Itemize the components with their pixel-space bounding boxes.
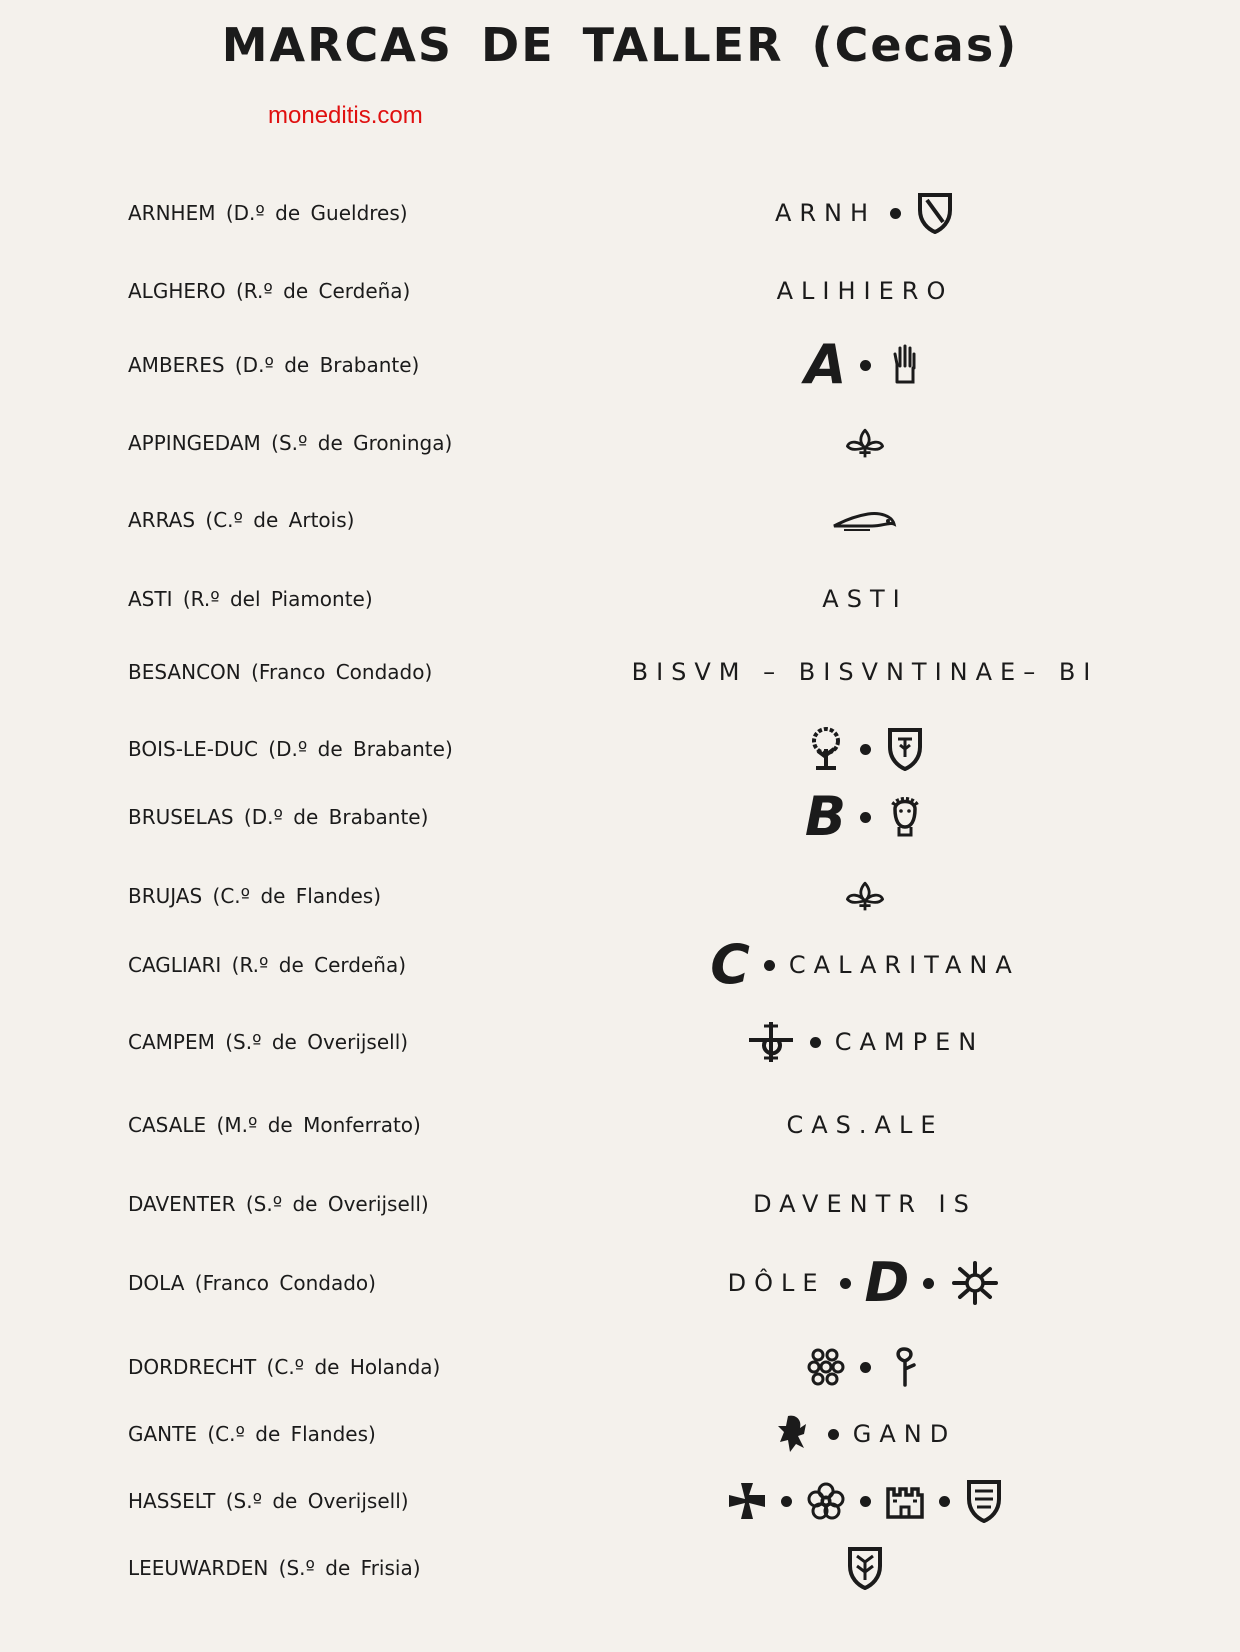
shield-icon	[964, 1479, 1004, 1523]
mint-row-brujas	[0, 866, 1240, 926]
mint-mark	[560, 1337, 1170, 1397]
mint-mark	[560, 335, 1170, 395]
mint-mark	[560, 1095, 1170, 1155]
mint-row-besancon	[0, 642, 1240, 702]
lion-icon	[774, 1412, 814, 1456]
mint-row-leeuwarden	[0, 1538, 1240, 1598]
mint-row-appingedam	[0, 413, 1240, 473]
mark-text: DÔLE	[727, 1269, 826, 1297]
mint-name: ARRAS (C.º de Artois)	[128, 508, 355, 532]
shield-icon	[915, 191, 955, 235]
mark-text: CAMPEN	[834, 1028, 985, 1056]
fleur-de-lis-icon	[845, 874, 885, 918]
dot-separator	[810, 1037, 821, 1048]
mint-row-hasselt	[0, 1471, 1240, 1531]
mint-mark	[560, 413, 1170, 473]
mark-text: CAS.ALE	[786, 1111, 944, 1139]
dot-separator	[828, 1429, 839, 1440]
mark-letter: A	[804, 333, 847, 396]
mint-mark	[560, 1012, 1170, 1072]
mint-row-bruselas	[0, 787, 1240, 847]
mint-mark	[560, 261, 1170, 321]
mark-text: BISVM – BISVNTINAE– BI	[631, 658, 1099, 686]
mark-text: GAND	[852, 1420, 957, 1448]
mint-name: DORDRECHT (C.º de Holanda)	[128, 1355, 441, 1379]
dot-separator	[923, 1278, 934, 1289]
dot-separator	[860, 744, 871, 755]
page-title: MARCAS DE TALLER (Cecas)	[221, 18, 1019, 72]
mint-row-alghero	[0, 261, 1240, 321]
head-icon	[885, 795, 925, 839]
mint-name: DAVENTER (S.º de Overijsell)	[128, 1192, 429, 1216]
hand-icon	[885, 343, 925, 387]
mint-name: BRUSELAS (D.º de Brabante)	[128, 805, 429, 829]
mint-name: BESANCON (Franco Condado)	[128, 660, 433, 684]
mark-letter: D	[864, 1251, 910, 1314]
mint-mark	[560, 569, 1170, 629]
mark-text: ASTI	[822, 585, 908, 613]
mint-mark	[560, 1538, 1170, 1598]
mint-name: ALGHERO (R.º de Cerdeña)	[128, 279, 411, 303]
dot-separator	[890, 208, 901, 219]
mint-mark	[560, 1404, 1170, 1464]
dot-separator	[840, 1278, 851, 1289]
dot-separator	[764, 960, 775, 971]
mint-mark	[560, 183, 1170, 243]
mint-row-asti	[0, 569, 1240, 629]
sprig-icon	[885, 1345, 925, 1389]
tree-shield-icon	[885, 727, 925, 771]
mint-name: ASTI (R.º del Piamonte)	[128, 587, 373, 611]
rose-icon	[806, 1479, 846, 1523]
mint-row-bois-le-duc	[0, 719, 1240, 779]
mint-mark	[560, 642, 1170, 702]
mint-name: CAGLIARI (R.º de Cerdeña)	[128, 953, 407, 977]
mint-row-casale	[0, 1095, 1240, 1155]
dot-separator	[860, 360, 871, 371]
mint-mark	[560, 1253, 1170, 1313]
mint-mark	[560, 935, 1170, 995]
mark-letter: C	[710, 933, 750, 996]
mark-text: DAVENTR IS	[753, 1190, 977, 1218]
mint-row-campem	[0, 1012, 1240, 1072]
mint-mark	[560, 866, 1170, 926]
mark-letter: B	[804, 785, 847, 848]
mint-name: APPINGEDAM (S.º de Groninga)	[128, 431, 453, 455]
tree-icon	[806, 727, 846, 771]
mint-name: CASALE (M.º de Monferrato)	[128, 1113, 421, 1137]
castle-icon	[885, 1479, 925, 1523]
watermark: moneditis.com	[268, 102, 423, 129]
mint-name: ARNHEM (D.º de Gueldres)	[128, 201, 408, 225]
mint-name: HASSELT (S.º de Overijsell)	[128, 1489, 409, 1513]
mint-row-gante	[0, 1404, 1240, 1464]
rat-icon	[832, 498, 898, 542]
mint-name: GANTE (C.º de Flandes)	[128, 1422, 376, 1446]
mark-text: CALARITANA	[788, 951, 1020, 979]
mint-name: DOLA (Franco Condado)	[128, 1271, 376, 1295]
sun-icon	[948, 1261, 1002, 1305]
cross-icon	[746, 1020, 796, 1064]
mark-text: ALIHIERO	[776, 277, 954, 305]
flower-cluster-icon	[806, 1345, 846, 1389]
mint-row-amberes	[0, 335, 1240, 395]
mint-mark	[560, 490, 1170, 550]
mint-row-dordrecht	[0, 1337, 1240, 1397]
mint-row-daventer	[0, 1174, 1240, 1234]
mint-name: LEEUWARDEN (S.º de Frisia)	[128, 1556, 421, 1580]
mint-row-dola	[0, 1253, 1240, 1313]
dot-separator	[860, 1496, 871, 1507]
mint-mark	[560, 719, 1170, 779]
mint-name: BOIS-LE-DUC (D.º de Brabante)	[128, 737, 453, 761]
dot-separator	[781, 1496, 792, 1507]
mint-row-cagliari	[0, 935, 1240, 995]
dot-separator	[860, 1362, 871, 1373]
mint-row-arnhem	[0, 183, 1240, 243]
mint-row-arras	[0, 490, 1240, 550]
mark-text: ARNH	[774, 199, 877, 227]
mint-name: AMBERES (D.º de Brabante)	[128, 353, 420, 377]
dot-separator	[860, 812, 871, 823]
dot-separator	[939, 1496, 950, 1507]
mint-mark	[560, 787, 1170, 847]
cross-icon	[727, 1479, 767, 1523]
lion-shield-icon	[845, 1546, 885, 1590]
mint-name: CAMPEM (S.º de Overijsell)	[128, 1030, 409, 1054]
mint-name: BRUJAS (C.º de Flandes)	[128, 884, 382, 908]
fleur-de-lis-icon	[845, 421, 885, 465]
mint-mark	[560, 1471, 1170, 1531]
mint-mark	[560, 1174, 1170, 1234]
